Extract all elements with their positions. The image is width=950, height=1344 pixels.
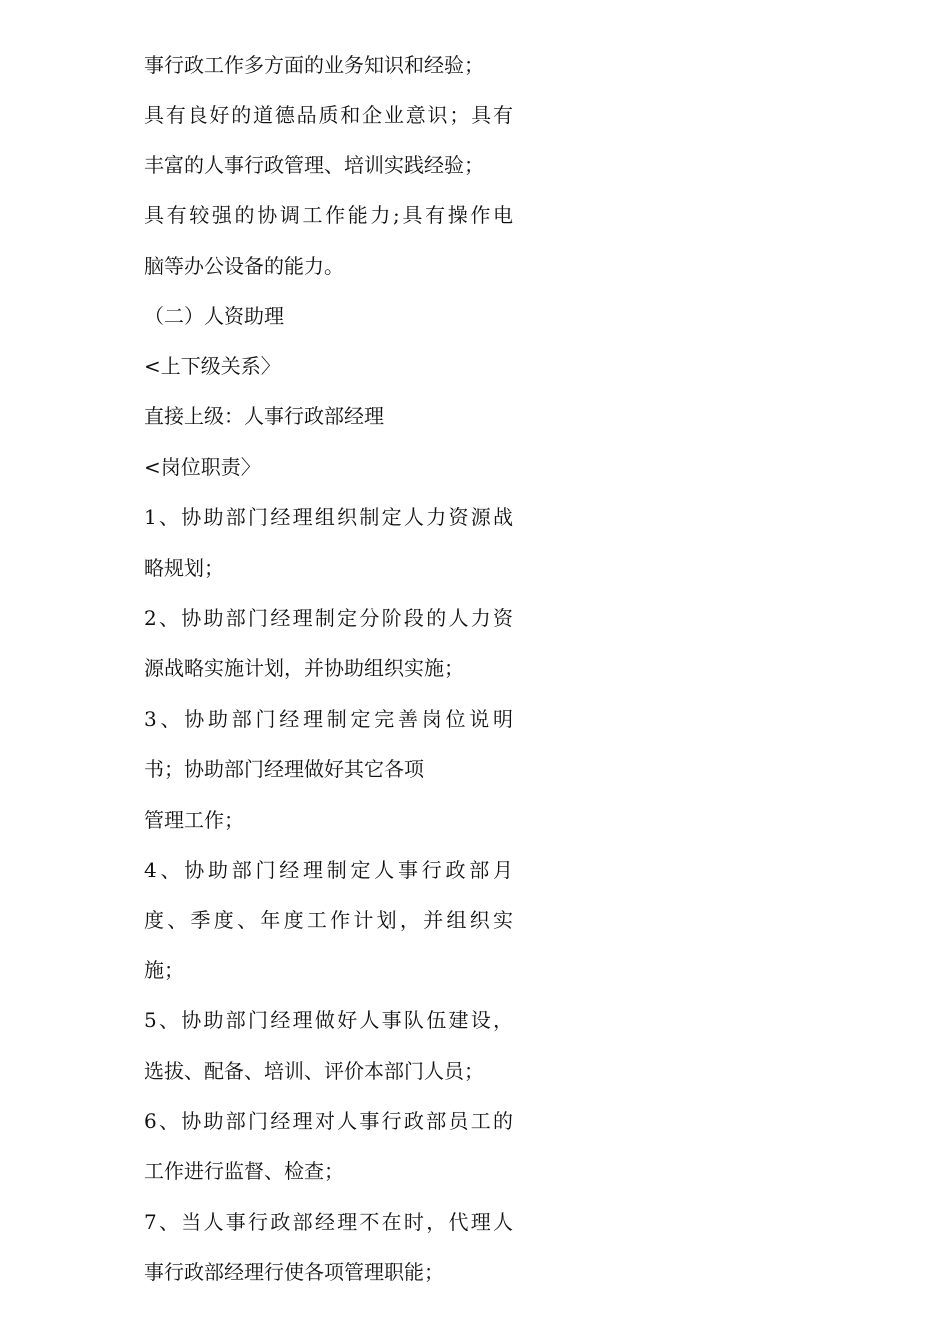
text-line: 具有较强的协调工作能力;具有操作电 [144, 203, 513, 227]
list-item: 5、协助部门经理做好人事队伍建设， [144, 1008, 513, 1032]
list-item-continuation: 工作进行监督、检查； [144, 1159, 344, 1183]
list-item-continuation: 选拔、配备、培训、评价本部门人员； [144, 1059, 484, 1083]
subsection-heading: <岗位职责〉 [144, 455, 261, 479]
list-item-continuation: 书；协助部门经理做好其它各项 [144, 757, 424, 781]
list-item: 2、协助部门经理制定分阶段的人力资 [144, 606, 513, 630]
text-line: 具有良好的道德品质和企业意识；具有 [144, 103, 513, 127]
text-line: 脑等办公设备的能力。 [144, 254, 344, 278]
text-line: 事行政工作多方面的业务知识和经验； [144, 53, 484, 77]
text-line: 直接上级：人事行政部经理 [144, 404, 384, 428]
list-item-continuation: 施； [144, 958, 184, 982]
list-item: 7、当人事行政部经理不在时，代理人 [144, 1210, 513, 1234]
list-item-continuation: 源战略实施计划，并协助组织实施； [144, 656, 464, 680]
list-item: 4、协助部门经理制定人事行政部月 [144, 858, 513, 882]
list-item: 1、协助部门经理组织制定人力资源战 [144, 505, 513, 529]
list-item-continuation: 事行政部经理行使各项管理职能； [144, 1260, 444, 1284]
text-line: 丰富的人事行政管理、培训实践经验； [144, 153, 484, 177]
section-heading: （二）人资助理 [144, 304, 284, 328]
list-item-continuation: 管理工作； [144, 808, 244, 832]
subsection-heading: <上下级关系〉 [144, 354, 281, 378]
list-item: 3、协助部门经理制定完善岗位说明 [144, 707, 513, 731]
list-item-continuation: 略规划； [144, 556, 224, 580]
list-item: 6、协助部门经理对人事行政部员工的 [144, 1109, 513, 1133]
list-item-continuation: 度、季度、年度工作计划，并组织实 [144, 908, 513, 932]
